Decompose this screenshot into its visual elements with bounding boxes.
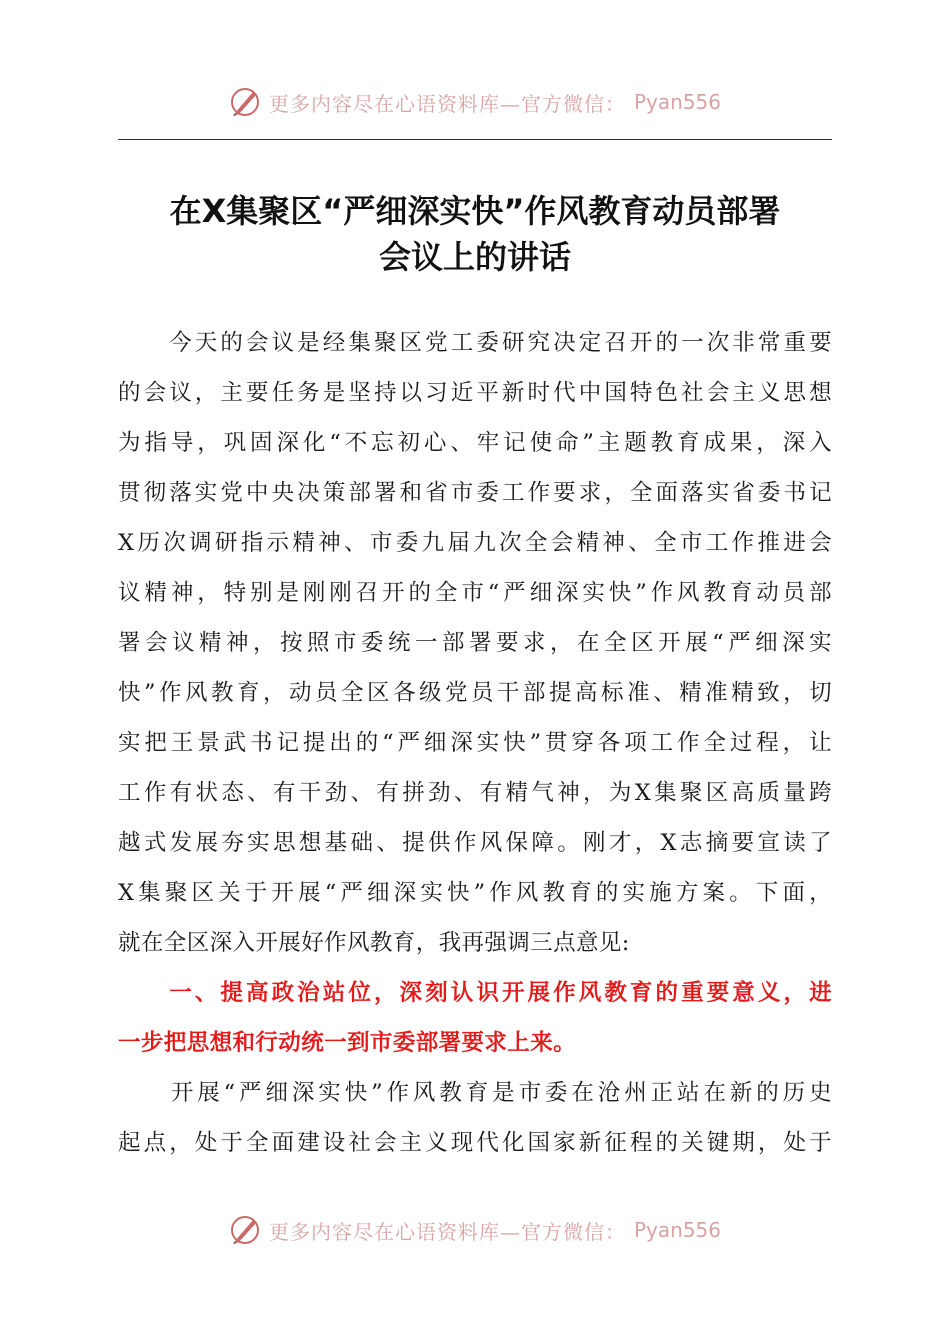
text-line: 贯彻落实党中央决策部署和省市委工作要求，全面落实省委书记 [118,480,832,506]
watermark-text: 更多内容尽在心语资料库—官方微信： [268,91,626,116]
text-line: 越式发展夯实思想基础、提供作风保障。刚才，X志摘要宣读了 [118,830,832,856]
text-line: X集聚区关于开展“严细深实快”作风教育的实施方案。下面， [118,880,832,906]
text-line: 实把王景武书记提出的“严细深实快”贯穿各项工作全过程，让 [118,730,832,756]
pen-logo-icon [229,86,261,118]
text-line: 议精神，特别是刚刚召开的全市“严细深实快”作风教育动员部 [118,580,832,606]
document-title [112,188,838,280]
text-line: 快”作风教育，动员全区各级党员干部提高标准、精准精致，切 [118,680,832,706]
footer-watermark [0,1210,950,1250]
text-line: 今天的会议是经集聚区党工委研究决定召开的一次非常重要 [118,330,832,356]
watermark-wechat-id: Pyan556 [633,1218,721,1242]
header-divider [118,139,832,140]
text-line: 工作有状态、有干劲、有拼劲、有精气神，为X集聚区高质量跨 [118,780,832,806]
text-line: 开展“严细深实快”作风教育是市委在沧州正站在新的历史 [118,1080,832,1106]
text-line: 就在全区深入开展好作风教育，我再强调三点意见: [118,930,630,956]
pen-logo-icon [229,1214,261,1246]
text-line: 署会议精神，按照市委统一部署要求，在全区开展“严细深实 [118,630,832,656]
title-line-2: 会议上的讲话 [378,238,571,276]
header-watermark [0,82,950,122]
section-heading-1 [118,968,832,1068]
heading-line: 一步把思想和行动统一到市委部署要求上来。 [118,1030,577,1056]
text-line: X历次调研指示精神、市委九届九次全会精神、全市工作推进会 [118,530,832,556]
heading-line: 一、提高政治站位，深刻认识开展作风教育的重要意义，进 [118,980,832,1006]
watermark-wechat-id: Pyan556 [633,90,721,114]
document-body [118,318,832,1168]
watermark-text: 更多内容尽在心语资料库—官方微信： [268,1219,626,1244]
title-line-1: 在X集聚区“严细深实快”作风教育动员部署 [169,192,781,230]
paragraph-section-1 [118,1068,832,1168]
paragraph-intro [118,318,832,968]
text-line: 起点，处于全面建设社会主义现代化国家新征程的关键期，处于 [118,1130,832,1156]
text-line: 的会议，主要任务是坚持以习近平新时代中国特色社会主义思想 [118,380,832,406]
text-line: 为指导，巩固深化“不忘初心、牢记使命”主题教育成果，深入 [118,430,832,456]
